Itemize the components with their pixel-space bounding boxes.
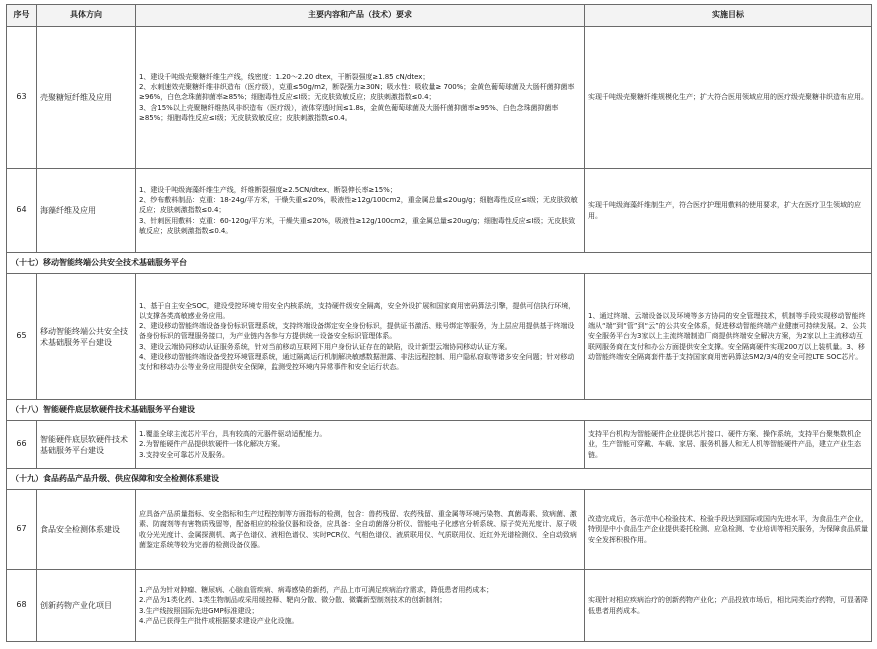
item-direction: 创新药物产业化项目 — [37, 570, 136, 642]
item-number: 63 — [7, 27, 37, 169]
table-row — [7, 421, 872, 469]
table-body — [7, 27, 872, 642]
requirement-line: 3、建设云端协同移动认证服务系统，针对当前移动互联网下用户身份认证存在的缺陷，设计新型云端协同移动认证方案。 — [139, 342, 512, 351]
item-goals: 实现千吨级壳聚糖纤维规模化生产；扩大符合医用领域应用的医疗级壳聚糖非织造布应用。 — [585, 27, 872, 169]
item-direction: 智能硬件底层软硬件技术基础服务平台建设 — [37, 421, 136, 469]
item-requirements — [136, 274, 585, 400]
section-title: （十八）智能硬件底层软硬件技术基础服务平台建设 — [7, 400, 872, 421]
table-row — [7, 169, 872, 253]
item-goals: 实现针对相应疾病治疗的创新药物产业化；产品投放市场后，相比同类治疗药物，可显著降低患者用药成本。 — [585, 570, 872, 642]
requirement-line: 3、含15%以上壳聚糖纤维热风非织造布（医疗级），液体穿透时间≤1.8s，金黄色葡萄球菌及大肠杆菌抑菌率≥95%、白色念珠菌抑菌率≥85%；细胞毒性反应≤Ⅰ级；无皮肤致敏反应；皮肤刺激指数≤0.4。 — [139, 103, 559, 122]
header-no: 序号 — [7, 5, 37, 27]
item-number: 67 — [7, 490, 37, 570]
item-direction: 壳聚糖短纤维及应用 — [37, 27, 136, 169]
item-goals: 改造完成后，各示范中心检验技术、检验手段达到国际或国内先进水平，为食品生产企业，特别是中小食品生产企业提供委托检测、应急检测、专业培训等相关服务，为保障食品质量安全发挥积极作用。 — [585, 490, 872, 570]
requirement-line: 2.产品为1类化药、1类生物制品或采用缓控释、靶向分散、微分散、微囊新型制剂技术的创新制剂； — [139, 596, 447, 605]
requirement-line: 1、建设千吨级海藻纤维生产线，纤维断裂强度≥2.5CN/dtex、断裂伸长率≥15%； — [139, 186, 397, 195]
item-direction: 移动智能终端公共安全技术基础服务平台建设 — [37, 274, 136, 400]
requirement-line: 3、针刺医用敷料：克重：60-120g/平方米，干燥失重≤20%，吸液性≥12g/100cm2，重金属总量≤20ug/g；细胞毒性反应≤Ⅰ级；无皮肤致敏反应；皮肤刺激指数≤0.4。 — [139, 216, 576, 235]
item-direction: 食品安全检测体系建设 — [37, 490, 136, 570]
requirement-line: 3.生产线按照国际先进GMP标准建设； — [139, 606, 259, 615]
section-row — [7, 253, 872, 274]
requirement-line: 1.覆盖全球主流芯片平台，具有较高的元器件驱动适配能力。 — [139, 430, 327, 439]
item-requirements — [136, 169, 585, 253]
section-title: （十九）食品药品产品升级、供应保障和安全检测体系建设 — [7, 469, 872, 490]
section-title: （十七）移动智能终端公共安全技术基础服务平台 — [7, 253, 872, 274]
table-row — [7, 27, 872, 169]
item-requirements — [136, 27, 585, 169]
requirement-line: 2、建设移动智能终端设备身份标识管理系统，支持终端设备绑定安全身份标识，提供证书激活、账号绑定等服务，为上层应用提供基于终端设备身份标识的管理服务接口，为产业链内各参与方提供统一设备安全标识管理体系。 — [139, 322, 575, 341]
table-row — [7, 490, 872, 570]
requirement-line: 2.为智能硬件产品提供软硬件一体化解决方案。 — [139, 440, 285, 449]
project-table — [6, 4, 872, 642]
item-number: 66 — [7, 421, 37, 469]
item-requirements — [136, 421, 585, 469]
item-direction: 海藻纤维及应用 — [37, 169, 136, 253]
item-number: 68 — [7, 570, 37, 642]
requirement-line: 1.产品为针对肿瘤、糖尿病、心脑血管疾病、病毒感染的新药，产品上市可满足疾病治疗需求，降低患者用药成本； — [139, 586, 494, 595]
section-row — [7, 400, 872, 421]
requirement-line: 1、建设千吨级壳聚糖纤维生产线，线密度：1.20～2.20 dtex，干断裂强度≥1.85 cN/dtex； — [139, 73, 430, 82]
item-goals: 1、通过终端、云端设备以及环境等多方协同的安全管理技术，机制等手段实现移动智能终端从“端”到“管”到“云”的公共安全体系，促进移动智能终端产业健康可持续发展。2、公共安全服务平台为3家以上主流终端制造厂商提供终端安全解决方案，为2家以上主流移动互联网服务商在支付和办公方面提供安全支撑。安全隔离硬件实现200万以上装机量。3、移动智能终端安全隔离套件基于支持国家商用密码算法SM2/3/4的安全可控LTE SOC芯片。 — [585, 274, 872, 400]
requirement-line: 2、纱布敷料制品：克重：18-24g/平方米，干燥失重≤20%，吸液性≥12g/100cm2，重金属总量≤20ug/g；细胞毒性反应≤Ⅰ级；无皮肤致敏反应；皮肤刺激指数≤0.4； — [139, 196, 578, 215]
item-goals: 实现千吨级海藻纤维制生产，符合医疗护理用敷料的使用要求，扩大在医疗卫生领域的应用。 — [585, 169, 872, 253]
table-row — [7, 274, 872, 400]
table-row — [7, 570, 872, 642]
header-direction: 具体方向 — [37, 5, 136, 27]
item-requirements — [136, 570, 585, 642]
item-number: 65 — [7, 274, 37, 400]
requirement-line: 3.支持安全可靠芯片及服务。 — [139, 450, 229, 459]
header-row — [7, 5, 872, 27]
header-requirements: 主要内容和产品（技术）要求 — [136, 5, 585, 27]
requirement-line: 应具备产品质量指标、安全指标和生产过程控制等方面指标的检测，包含：兽药残留、农药残留、重金属等环境污染物、真菌毒素、致病菌、激素、防腐剂等有害物质残留等，配备相应的检验仪器和设备，应具备：全自动菌落分析仪、智能电子化感官分析系统、原子荧光光度计、原子吸收分光光度计、金属探测机、离子色谱仪、液相色谱仪、实时PCR仪、气相色谱仪、液质联用仪、气质联用仪、近红外光谱检测仪、全自动致病菌鉴定系统等较为完善的检测设备仪器。 — [139, 510, 577, 549]
header-goals: 实施目标 — [585, 5, 872, 27]
item-goals: 支持平台机构为智能硬件企业提供芯片接口、硬件方案、操作系统，支持平台聚集数机企业，生产智能可穿戴、车载、家居、服务机器人和无人机等智能硬件产品，建立产业生态链。 — [585, 421, 872, 469]
section-row — [7, 469, 872, 490]
requirement-line: 4.产品已获得生产批件或根据要求建设产业化设施。 — [139, 616, 299, 625]
item-requirements — [136, 490, 585, 570]
requirement-line: 1、基于自主安全SOC，建设受控环境专用安全内核系统，支持硬件级安全隔离，安全外设扩展和国家商用密码算法引擎，提供可信执行环境，以支撑各类高敏感业务应用。 — [139, 302, 576, 321]
item-number: 64 — [7, 169, 37, 253]
requirement-line: 4、建设移动智能终端设备受控环境管理系统，通过隔离运行机制解决敏感数据泄露、非法远程控制、用户隐私窃取等诸多安全问题；针对移动支付和移动办公等业务应用提供安全保障，监测受控环境内异常事件和安全运行状态。 — [139, 352, 575, 371]
requirement-line: 2、水刺速效壳聚糖纤维非织造布（医疗级），克重≤50g/m2，断裂强力≥30N；吸水性：吸收量≥ 700%；金黄色葡萄球菌及大肠杆菌抑菌率≥96%，白色念珠菌抑菌率≥85%；细胞毒性反应≤Ⅰ级；无皮肤致敏反应；皮肤刺激指数≤0.4； — [139, 83, 575, 102]
